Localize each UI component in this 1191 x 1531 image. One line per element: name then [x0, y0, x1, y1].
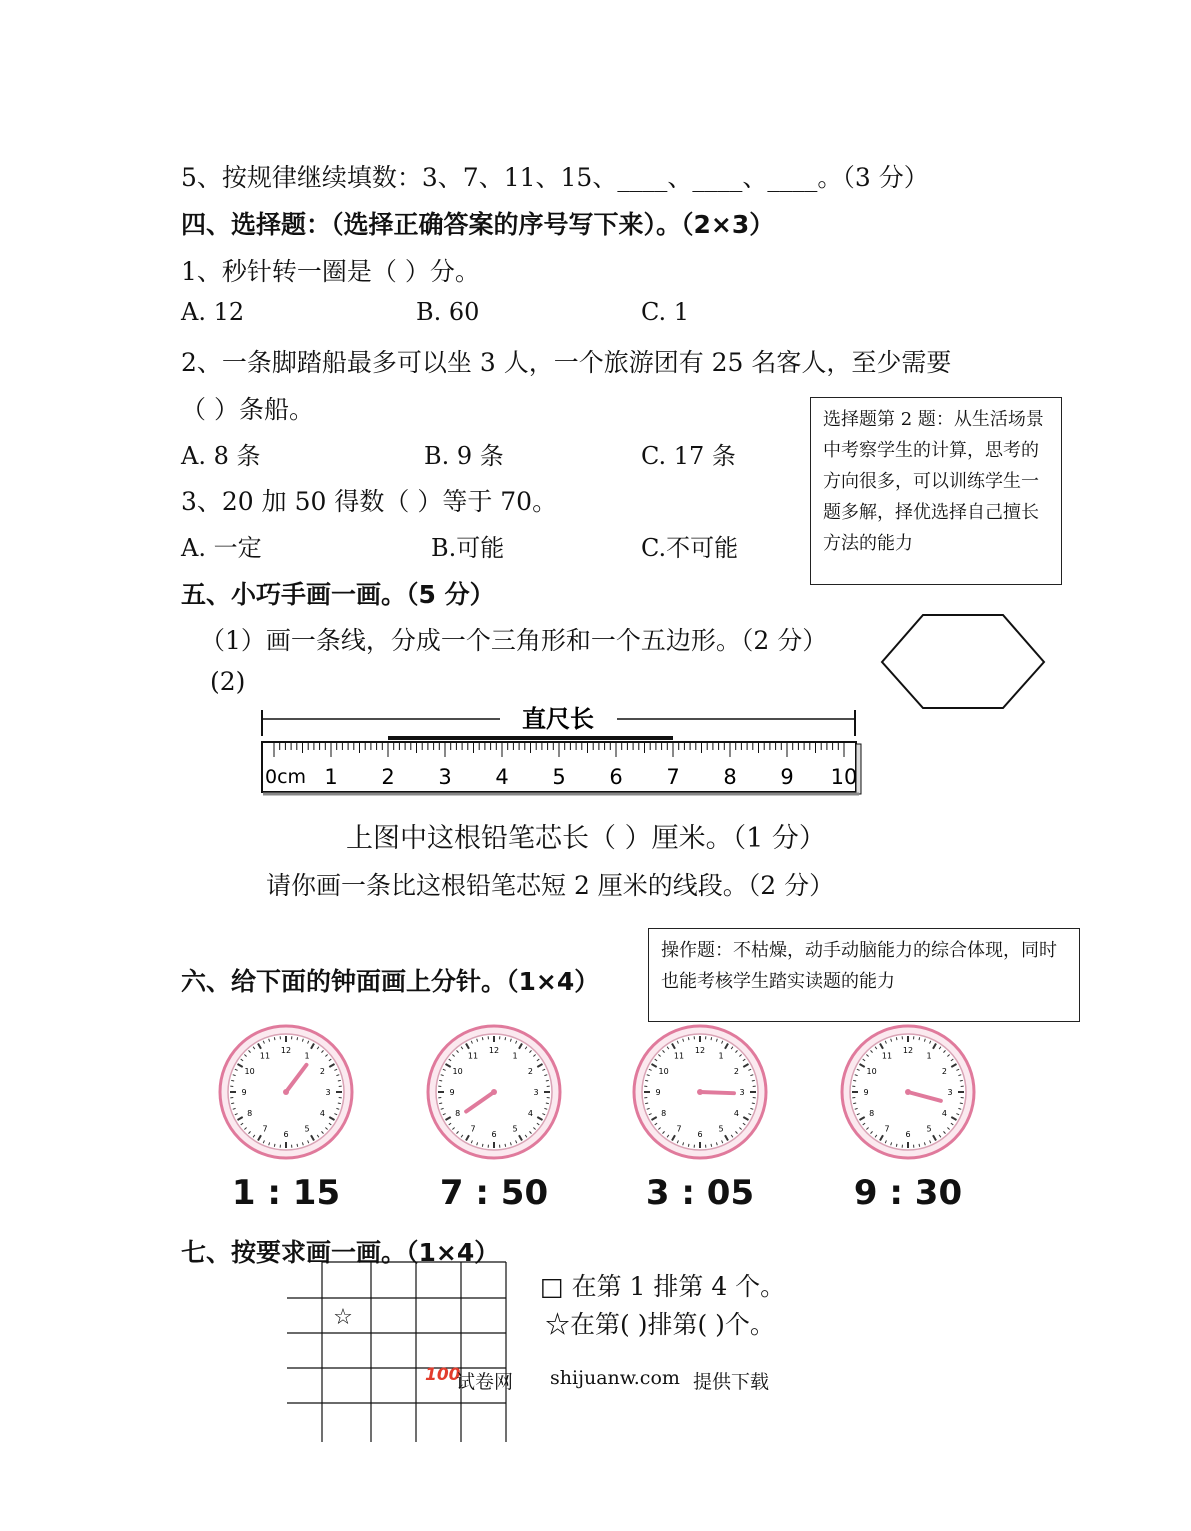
- svg-text:8: 8: [455, 1109, 461, 1118]
- teacher-note-operation: 操作题：不枯燥，动手动脑能力的综合体现，同时也能考核学生踏实读题的能力: [648, 928, 1080, 1022]
- svg-text:8: 8: [661, 1109, 667, 1118]
- q4-1-option-a: A. 12: [181, 298, 245, 326]
- ruler-title: 直尺长: [522, 705, 594, 733]
- svg-text:11: 11: [467, 1051, 479, 1061]
- q4-2-option-b: B. 9 条: [424, 442, 504, 470]
- svg-text:11: 11: [259, 1051, 271, 1061]
- grid-instruction-square: □ 在第 1 排第 4 个。: [540, 1272, 786, 1301]
- svg-text:1: 1: [926, 1051, 932, 1061]
- ruler-number-6: 6: [609, 765, 623, 789]
- teacher-note-choice-q2: 选择题第 2 题：从生活场景中考察学生的计算，思考的方向很多，可以训练学生一题多解，择优选择自己擅长方法的能力: [810, 397, 1062, 585]
- svg-text:3: 3: [325, 1088, 331, 1097]
- grid-question-star: ☆在第( )排第( )个。: [545, 1310, 775, 1339]
- q4-2-option-c: C. 17 条: [641, 442, 736, 470]
- svg-text:10: 10: [866, 1067, 877, 1076]
- q4-3-option-c: C.不可能: [641, 534, 739, 562]
- footer-url[interactable]: shijuanw.com: [550, 1367, 680, 1389]
- clock-time-label-3: 3 : 05: [645, 1173, 755, 1213]
- svg-text:8: 8: [247, 1109, 253, 1118]
- question-pencil-length: 上图中这根铅笔芯长（ ）厘米。（1 分）: [346, 823, 826, 854]
- question-4-2-line-2: （ ）条船。: [181, 395, 314, 424]
- ruler-number-4: 4: [495, 765, 509, 789]
- svg-text:1: 1: [718, 1051, 724, 1061]
- svg-text:6: 6: [697, 1130, 703, 1139]
- hexagon-shape: [878, 612, 1048, 712]
- svg-text:9: 9: [863, 1088, 869, 1097]
- question-4-1: 1、秒针转一圈是（ ）分。: [181, 257, 480, 286]
- clock-time-label-2: 7 : 50: [439, 1173, 549, 1213]
- svg-text:8: 8: [869, 1109, 875, 1118]
- hour-hand: [700, 1092, 734, 1093]
- clock-time-label-1: 1 : 15: [231, 1173, 341, 1213]
- section-5-item-1: （1）画一条线，分成一个三角形和一个五边形。（2 分）: [200, 626, 828, 655]
- svg-text:11: 11: [881, 1051, 893, 1061]
- question-4-2-line-1: 2、一条脚踏船最多可以坐 3 人，一个旅游团有 25 名客人，至少需要: [181, 348, 952, 377]
- q4-1-option-c: C. 1: [641, 298, 690, 326]
- svg-text:7: 7: [884, 1124, 890, 1134]
- section-5-heading: 五、小巧手画一画。（5 分）: [181, 580, 495, 609]
- clock-face-4[interactable]: [838, 1022, 978, 1162]
- q4-3-option-a: A. 一定: [181, 534, 262, 562]
- svg-text:2: 2: [733, 1067, 739, 1076]
- svg-text:6: 6: [491, 1130, 497, 1139]
- ruler-number-7: 7: [666, 765, 680, 789]
- footer-download: 提供下载: [693, 1371, 770, 1393]
- svg-text:12: 12: [488, 1046, 500, 1055]
- ruler-number-9: 9: [780, 765, 794, 789]
- q4-2-option-a: A. 8 条: [181, 442, 261, 470]
- svg-text:5: 5: [926, 1124, 932, 1134]
- svg-text:4: 4: [941, 1109, 947, 1118]
- svg-text:6: 6: [905, 1130, 911, 1139]
- grid-figure: [285, 1260, 515, 1445]
- svg-text:9: 9: [241, 1088, 247, 1097]
- svg-text:10: 10: [658, 1067, 669, 1076]
- svg-text:3: 3: [947, 1088, 953, 1097]
- svg-text:1: 1: [512, 1051, 518, 1061]
- ruler-number-3: 3: [438, 765, 452, 789]
- ruler-number-8: 8: [723, 765, 737, 789]
- svg-text:10: 10: [452, 1067, 463, 1076]
- svg-text:12: 12: [280, 1046, 292, 1055]
- svg-text:10: 10: [244, 1067, 255, 1076]
- question-4-3: 3、20 加 50 得数（ ）等于 70。: [181, 487, 558, 516]
- svg-text:5: 5: [304, 1124, 310, 1134]
- svg-text:7: 7: [262, 1124, 268, 1134]
- clock-time-label-4: 9 : 30: [853, 1173, 963, 1213]
- grid-star-mark: ☆: [333, 1305, 353, 1330]
- svg-text:2: 2: [319, 1067, 325, 1076]
- q4-1-option-b: B. 60: [416, 298, 480, 326]
- svg-text:7: 7: [470, 1124, 476, 1134]
- clock-face-3[interactable]: [630, 1022, 770, 1162]
- svg-text:4: 4: [733, 1109, 739, 1118]
- question-draw-shorter-line: 请你画一条比这根铅笔芯短 2 厘米的线段。（2 分）: [266, 871, 835, 900]
- svg-text:2: 2: [527, 1067, 533, 1076]
- svg-text:4: 4: [527, 1109, 533, 1118]
- section-4-heading: 四、选择题：（选择正确答案的序号写下来）。（2×3）: [181, 210, 775, 239]
- ruler-number-1: 1: [324, 765, 338, 789]
- question-5-fill-sequence: 5、按规律继续填数：3、7、11、15、____、____、____。（3 分）: [181, 163, 929, 192]
- pencil-lead-bar: [388, 736, 673, 740]
- svg-text:9: 9: [449, 1088, 455, 1097]
- svg-text:7: 7: [676, 1124, 682, 1134]
- svg-text:12: 12: [902, 1046, 914, 1055]
- svg-text:2: 2: [941, 1067, 947, 1076]
- ruler-number-10: 10: [830, 765, 858, 789]
- clock-face-1[interactable]: [216, 1022, 356, 1162]
- q4-3-option-b: B.可能: [431, 534, 505, 562]
- section-5-item-2: (2): [210, 667, 246, 696]
- svg-text:12: 12: [694, 1046, 706, 1055]
- footer-site-name: 试卷网: [456, 1371, 514, 1393]
- svg-text:5: 5: [512, 1124, 518, 1134]
- svg-text:3: 3: [533, 1088, 539, 1097]
- section-7-heading: 七、按要求画一画。（1×4）: [181, 1238, 500, 1267]
- site-logo: 100: [425, 1365, 461, 1385]
- svg-text:6: 6: [283, 1130, 289, 1139]
- svg-text:1: 1: [304, 1051, 310, 1061]
- svg-text:4: 4: [319, 1109, 325, 1118]
- ruler-unit-label: 0cm: [265, 766, 307, 788]
- svg-text:9: 9: [655, 1088, 661, 1097]
- ruler-number-2: 2: [381, 765, 395, 789]
- ruler-number-5: 5: [552, 765, 566, 789]
- clock-face-2[interactable]: [424, 1022, 564, 1162]
- section-6-heading: 六、给下面的钟面画上分针。（1×4）: [181, 967, 600, 996]
- ruler-figure: [255, 700, 865, 800]
- svg-text:3: 3: [739, 1088, 745, 1097]
- svg-text:5: 5: [718, 1124, 724, 1134]
- svg-text:11: 11: [673, 1051, 685, 1061]
